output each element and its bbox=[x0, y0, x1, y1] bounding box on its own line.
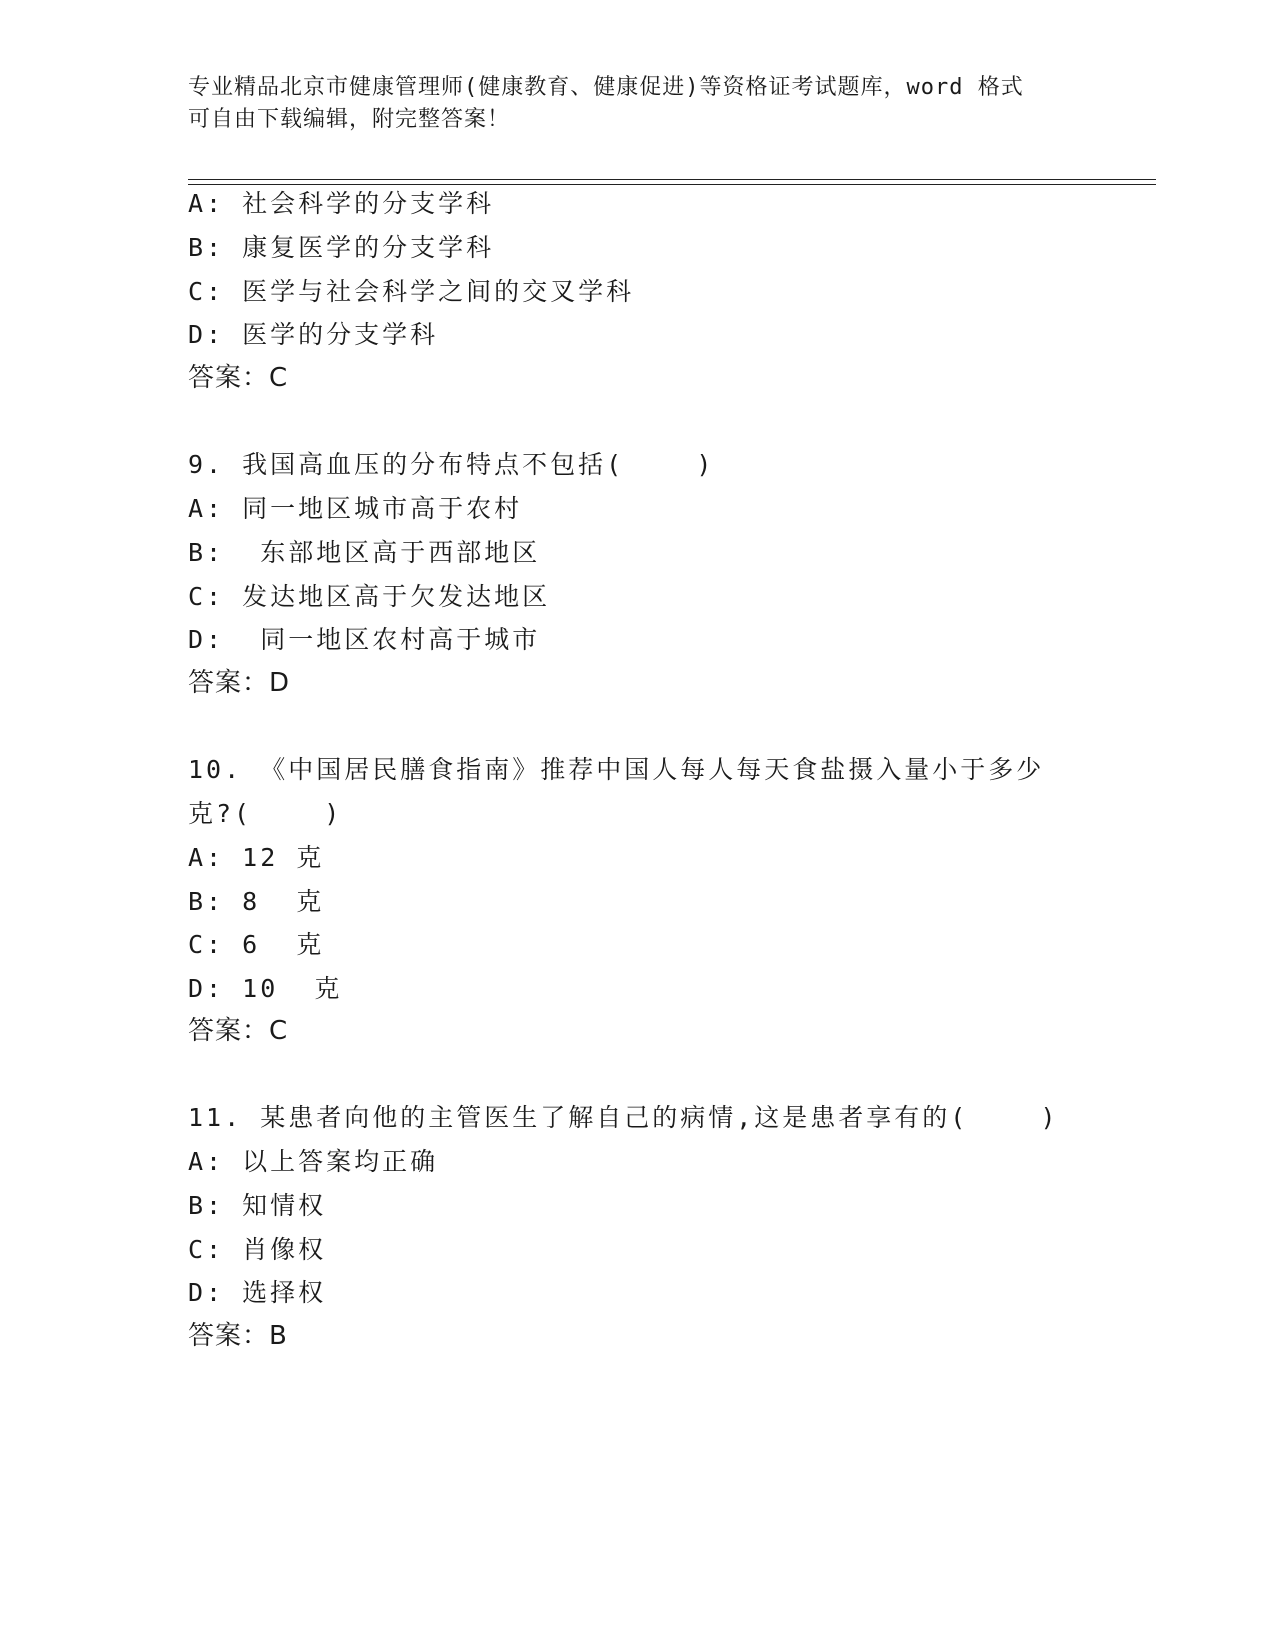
q9-option-d: D: 同一地区农村高于城市 bbox=[188, 625, 541, 654]
q10-option-d: D: 10 克 bbox=[188, 974, 343, 1003]
q11-option-d: D: 选择权 bbox=[188, 1278, 327, 1307]
header-line-1: 专业精品北京市健康管理师(健康教育、健康促进)等资格证考试题库，word 格式 bbox=[188, 75, 1024, 100]
q8-option-a: A: 社会科学的分支学科 bbox=[188, 189, 495, 218]
header-divider-bottom bbox=[188, 184, 1156, 185]
q9-question: 9. 我国高血压的分布特点不包括( ) bbox=[188, 450, 715, 479]
header-line-2: 可自由下载编辑，附完整答案！ bbox=[188, 107, 511, 132]
q11-option-a: A: 以上答案均正确 bbox=[188, 1147, 439, 1176]
q9-option-a: A: 同一地区城市高于农村 bbox=[188, 494, 523, 523]
q10-option-b: B: 8 克 bbox=[188, 887, 325, 916]
q9-answer: 答案：D bbox=[188, 668, 291, 698]
header-divider-top bbox=[188, 179, 1156, 180]
q10-question-line-1: 10. 《中国居民膳食指南》推荐中国人每人每天食盐摄入量小于多少 bbox=[188, 755, 1045, 784]
q11-answer: 答案：B bbox=[188, 1321, 288, 1351]
q11-question: 11. 某患者向他的主管医生了解自己的病情,这是患者享有的( ) bbox=[188, 1103, 1059, 1132]
q8-option-b: B: 康复医学的分支学科 bbox=[188, 233, 495, 262]
q10-option-a: A: 12 克 bbox=[188, 843, 325, 872]
q8-option-c: C: 医学与社会科学之间的交叉学科 bbox=[188, 277, 635, 306]
q8-answer: 答案：C bbox=[188, 363, 289, 393]
q9-option-c: C: 发达地区高于欠发达地区 bbox=[188, 582, 551, 611]
q10-option-c: C: 6 克 bbox=[188, 930, 325, 959]
q9-option-b: B: 东部地区高于西部地区 bbox=[188, 538, 541, 567]
q11-option-c: C: 肖像权 bbox=[188, 1235, 327, 1264]
q11-option-b: B: 知情权 bbox=[188, 1191, 327, 1220]
q10-question-line-2: 克?( ) bbox=[188, 799, 343, 828]
document-header bbox=[188, 72, 1088, 136]
q10-answer: 答案：C bbox=[188, 1016, 289, 1046]
q8-option-d: D: 医学的分支学科 bbox=[188, 320, 439, 349]
